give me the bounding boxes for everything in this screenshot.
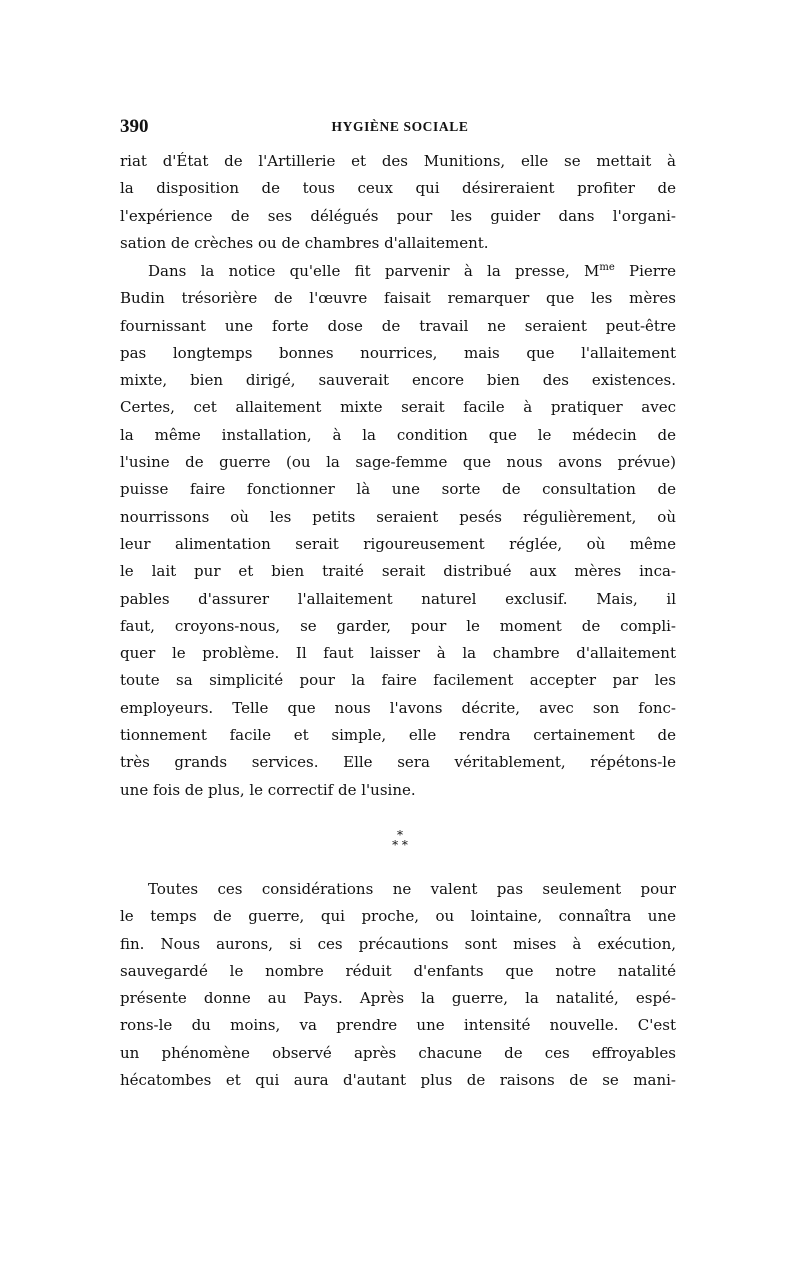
- text-line: sation de crèches ou de chambres d'allaitement.: [120, 233, 489, 252]
- running-title: HYGIÈNE SOCIALE: [331, 119, 469, 134]
- text-line: sauvegardé le nombre réduit d'enfants que notre natalité: [120, 961, 676, 980]
- text-line: mixte, bien dirigé, sauverait encore bien des existences.: [120, 371, 676, 390]
- asterism-top: *: [397, 828, 403, 842]
- superscript-me: me: [599, 262, 615, 273]
- text-line: la même installation, à la condition que le médecin de: [120, 425, 676, 444]
- paragraph-1: [120, 148, 676, 257]
- text-line: [120, 258, 676, 285]
- text-line: le lait pur et bien traité serait distribué aux mères inca-: [120, 562, 676, 581]
- text-fragment: Dans la notice qu'elle fit parvenir à la presse, M: [148, 262, 600, 280]
- text-fragment: Pierre: [614, 262, 676, 280]
- text-line: leur alimentation serait rigoureusement réglée, où même: [120, 534, 676, 553]
- section-asterism: [380, 830, 420, 866]
- text-line: très grands services. Elle sera véritablement, répétons-le: [120, 753, 676, 772]
- text-line: l'expérience de ses délégués pour les guider dans l'organi-: [120, 206, 676, 225]
- text-line: la disposition de tous ceux qui désireraient profiter de: [120, 179, 676, 198]
- page-number: 390: [120, 116, 149, 137]
- text-line: pas longtemps bonnes nourrices, mais que l'allaitement: [120, 343, 676, 362]
- text-line: un phénomène observé après chacune de ces effroyables: [120, 1043, 676, 1062]
- text-line: faut, croyons-nous, se garder, pour le moment de compli-: [120, 616, 676, 635]
- text-line: le temps de guerre, qui proche, ou lointaine, connaîtra une: [120, 907, 676, 926]
- text-line: fin. Nous aurons, si ces précautions sont mises à exécution,: [120, 934, 676, 953]
- text-line: Toutes ces considérations ne valent pas seulement pour: [148, 880, 676, 898]
- text-line: pables d'assurer l'allaitement naturel exclusif. Mais, il: [120, 589, 676, 608]
- text-line: puisse faire fonctionner là une sorte de consultation de: [120, 480, 676, 499]
- text-line: une fois de plus, le correctif de l'usine.: [120, 780, 416, 799]
- text-line: l'usine de guerre (ou la sage-femme que nous avons prévue): [120, 453, 676, 472]
- text-line: employeurs. Telle que nous l'avons décrite, avec son fonc-: [120, 698, 676, 717]
- text-line: hécatombes et qui aura d'autant plus de raisons de se mani-: [120, 1071, 676, 1090]
- text-line: Certes, cet allaitement mixte serait facile à pratiquer avec: [120, 398, 676, 417]
- text-line: rons-le du moins, va prendre une intensité nouvelle. C'est: [120, 1016, 676, 1035]
- paragraph-2: [120, 258, 676, 804]
- text-line: fournissant une forte dose de travail ne seraient peut-être: [120, 316, 676, 335]
- asterism-bottom: * *: [392, 838, 408, 852]
- paragraph-3: [120, 876, 676, 1094]
- text-line: tionnement facile et simple, elle rendra certainement de: [120, 726, 676, 745]
- text-line: quer le problème. Il faut laisser à la chambre d'allaitement: [120, 644, 676, 663]
- text-line: toute sa simplicité pour la faire facilement accepter par les: [120, 671, 676, 690]
- page-header: [120, 116, 680, 138]
- text-line: Budin trésorière de l'œuvre faisait remarquer que les mères: [120, 289, 676, 308]
- text-line: nourrissons où les petits seraient pesés régulièrement, où: [120, 507, 676, 526]
- text-line: présente donne au Pays. Après la guerre, la natalité, espé-: [120, 989, 676, 1008]
- text-line: riat d'État de l'Artillerie et des Munitions, elle se mettait à: [120, 152, 676, 170]
